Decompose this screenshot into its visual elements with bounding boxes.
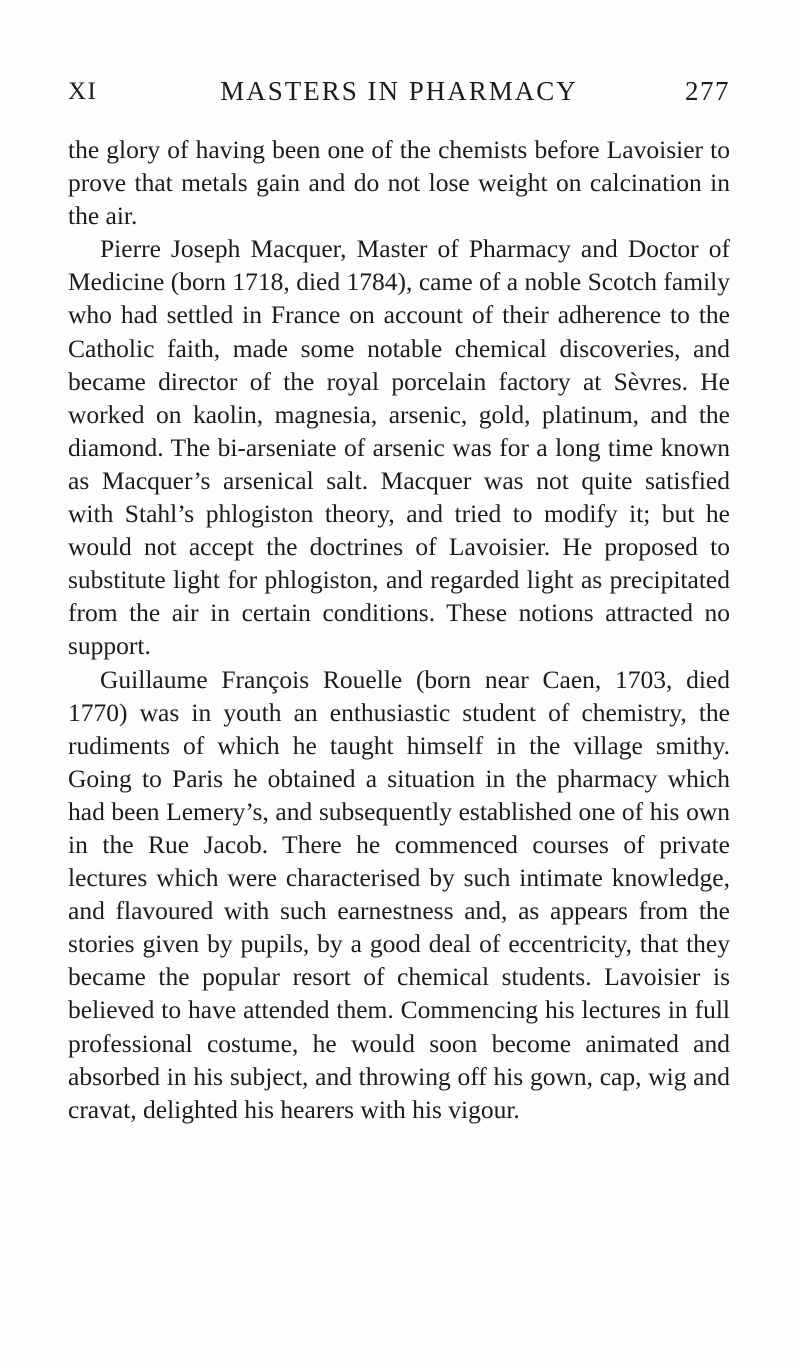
body-text [68, 133, 730, 1126]
paragraph-macquer: Pierre Joseph Macquer, Master of Pharmacy and Doctor of Medicine (born 1718, died 1784), came of a noble Scotch family who had settled in France on account of their adherence to the Catholic faith, made some notable chemical discoveries, and became director of the royal porcelain factory at Sèvres. He worked on kaolin, magnesia, arsenic, gold, platinum, and the diamond. The bi-arseniate of arsenic was for a long time known as Macquer’s arsenical salt. Macquer was not quite satisfied with Stahl’s phlogiston theory, and tried to modify it; but he would not accept the doctrines of Lavoisier. He proposed to substitute light for phlogiston, and regarded light as precipitated from the air in certain conditions. These notions attracted no support. [68, 234, 730, 661]
page-number: 277 [685, 76, 730, 106]
chapter-number: XI [68, 78, 98, 105]
paragraph-rouelle: Guillaume François Rouelle (born near Caen, 1703, died 1770) was in youth an enthusiastic student of chemistry, the rudiments of which he taught himself in the village smithy. Going to Paris he obtained a situation in the pharmacy which had been Lemery’s, and subsequently established one of his own in the Rue Jacob. There he commenced courses of private lectures which were characterised by such intimate knowledge, and flavoured with such earnestness and, as appears from the stories given by pupils, by a good deal of eccentricity, that they became the popular resort of chemical students. Lavoisier is believed to have attended them. Commencing his lectures in full professional costume, he would soon become animated and absorbed in his subject, and throwing off his gown, cap, wig and cravat, delighted his hearers with his vigour. [68, 664, 730, 1124]
book-page [68, 76, 730, 1126]
paragraph-continuation: the glory of having been one of the chemists before Lavoisier to prove that metals gain and do not lose weight on calcination in the air. [68, 135, 730, 231]
running-title: MASTERS IN PHARMACY [220, 76, 578, 106]
running-head [68, 76, 730, 116]
